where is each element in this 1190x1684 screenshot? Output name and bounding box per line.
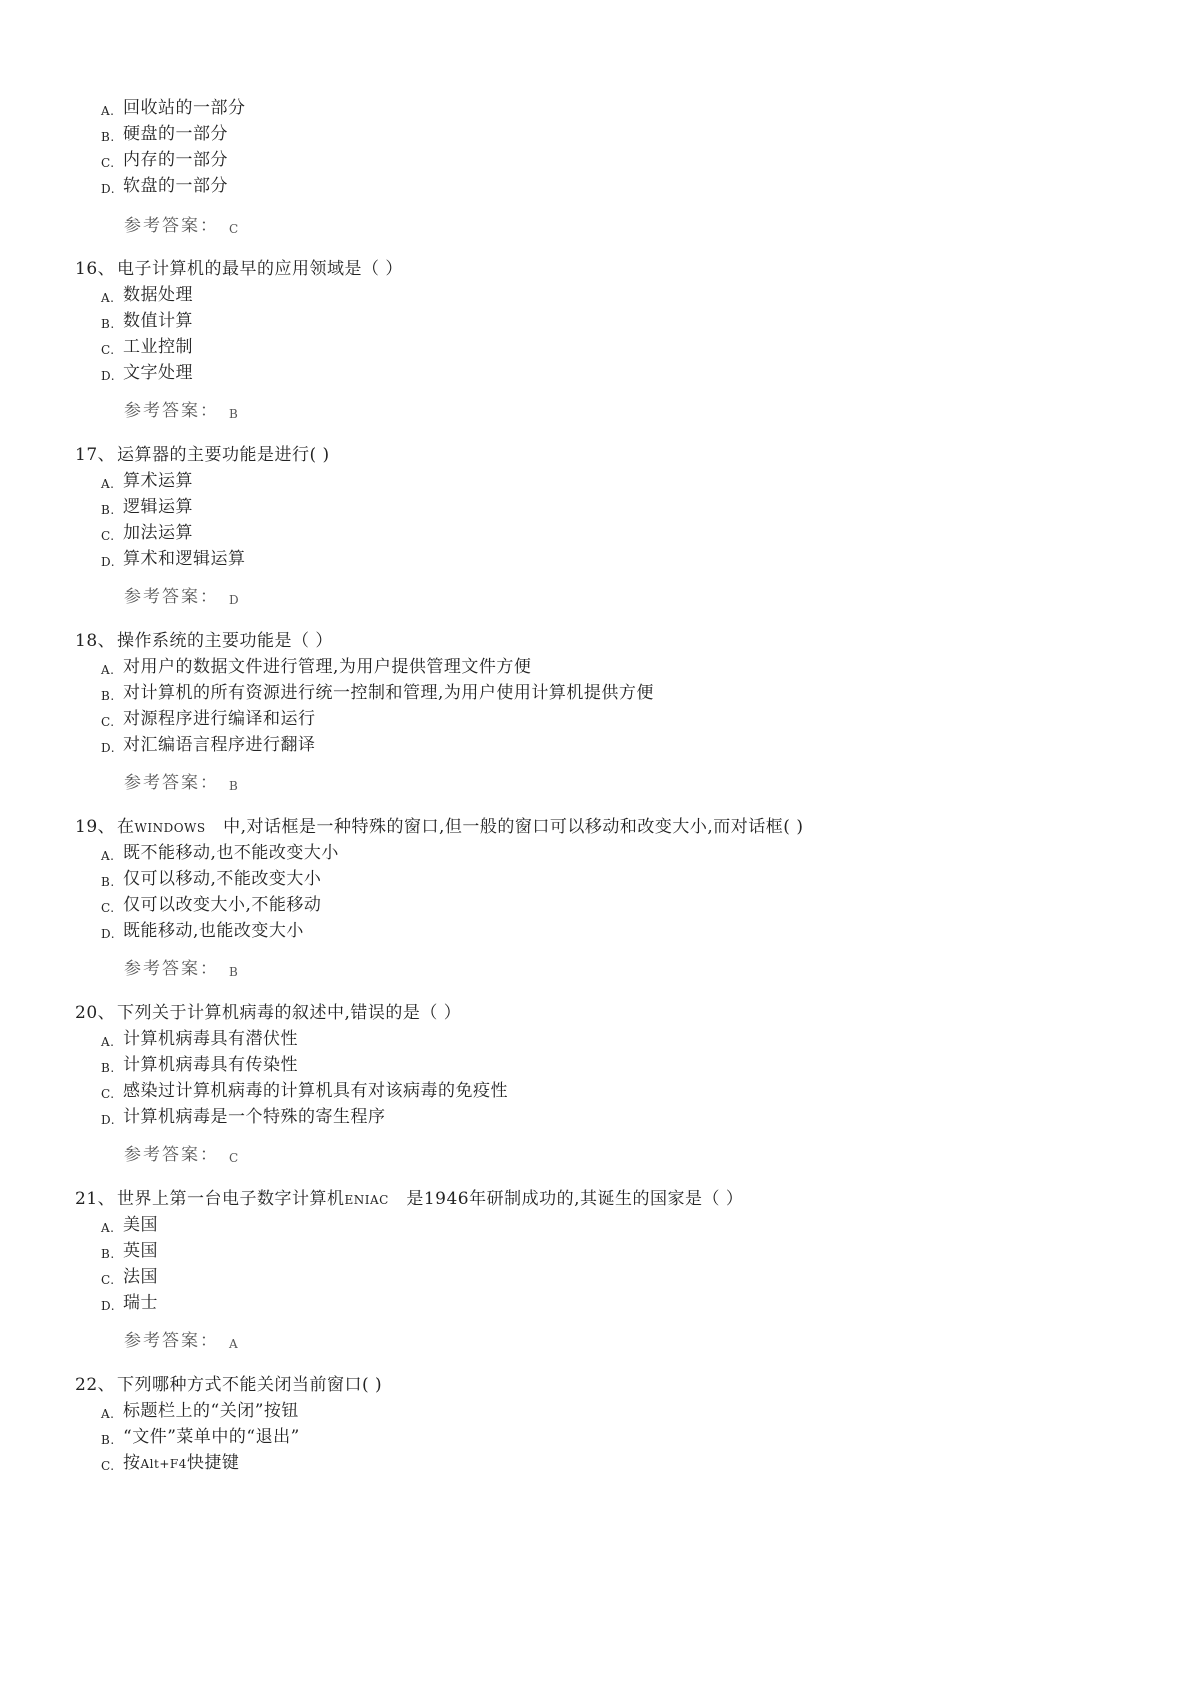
question-stem: 17、 运算器的主要功能是进行( ) [75, 445, 330, 465]
option-a: A. 标题栏上的“关闭”按钮 [101, 1401, 299, 1421]
option-a: A. 美国 [101, 1215, 158, 1235]
option-a: A. 回收站的一部分 [101, 98, 246, 118]
option-c: C. 仅可以改变大小,不能移动 [101, 895, 322, 915]
question-stem: 20、 下列关于计算机病毒的叙述中,错误的是（ ） [75, 1003, 462, 1023]
option-c: C. 按Alt+F4快捷键 [101, 1453, 240, 1473]
option-b: B. 英国 [101, 1241, 158, 1261]
reference-answer: 参考答案： C [124, 216, 239, 236]
question-stem: 18、 操作系统的主要功能是（ ） [75, 631, 333, 651]
option-b: B. “文件”菜单中的“退出” [101, 1427, 300, 1447]
reference-answer: 参考答案： C [124, 1145, 239, 1165]
question-stem: 22、 下列哪种方式不能关闭当前窗口( ) [75, 1375, 383, 1395]
question-stem: 16、 电子计算机的最早的应用领域是（ ） [75, 259, 403, 279]
option-a: A. 数据处理 [101, 285, 193, 305]
option-c: C. 内存的一部分 [101, 150, 228, 170]
option-d: D. 既能移动,也能改变大小 [101, 921, 304, 941]
option-b: B. 计算机病毒具有传染性 [101, 1055, 298, 1075]
option-c: C. 对源程序进行编译和运行 [101, 709, 316, 729]
reference-answer: 参考答案： A [124, 1331, 238, 1351]
option-b: B. 硬盘的一部分 [101, 124, 228, 144]
option-a: A. 算术运算 [101, 471, 193, 491]
question-stem: 19、 在WINDOWS 中,对话框是一种特殊的窗口,但一般的窗口可以移动和改变大小,而对话框( ) [75, 817, 804, 837]
option-c: C. 工业控制 [101, 337, 193, 357]
option-d: D. 软盘的一部分 [101, 176, 228, 196]
reference-answer: 参考答案： B [124, 959, 238, 979]
option-c: C. 法国 [101, 1267, 158, 1287]
option-d: D. 计算机病毒是一个特殊的寄生程序 [101, 1107, 386, 1127]
option-d: D. 算术和逻辑运算 [101, 549, 246, 569]
option-d: D. 瑞士 [101, 1293, 158, 1313]
option-c: C. 感染过计算机病毒的计算机具有对该病毒的免疫性 [101, 1081, 508, 1101]
reference-answer: 参考答案： B [124, 773, 238, 793]
reference-answer: 参考答案： D [124, 587, 239, 607]
option-b: B. 对计算机的所有资源进行统一控制和管理,为用户使用计算机提供方便 [101, 683, 654, 703]
option-a: A. 对用户的数据文件进行管理,为用户提供管理文件方便 [101, 657, 532, 677]
reference-answer: 参考答案： B [124, 401, 238, 421]
option-b: B. 仅可以移动,不能改变大小 [101, 869, 322, 889]
question-stem: 21、 世界上第一台电子数字计算机ENIAC 是1946年研制成功的,其诞生的国家是（ ） [75, 1189, 744, 1209]
option-d: D. 文字处理 [101, 363, 193, 383]
option-b: B. 数值计算 [101, 311, 193, 331]
option-d: D. 对汇编语言程序进行翻译 [101, 735, 316, 755]
option-a: A. 既不能移动,也不能改变大小 [101, 843, 339, 863]
option-b: B. 逻辑运算 [101, 497, 193, 517]
option-c: C. 加法运算 [101, 523, 193, 543]
option-a: A. 计算机病毒具有潜伏性 [101, 1029, 298, 1049]
